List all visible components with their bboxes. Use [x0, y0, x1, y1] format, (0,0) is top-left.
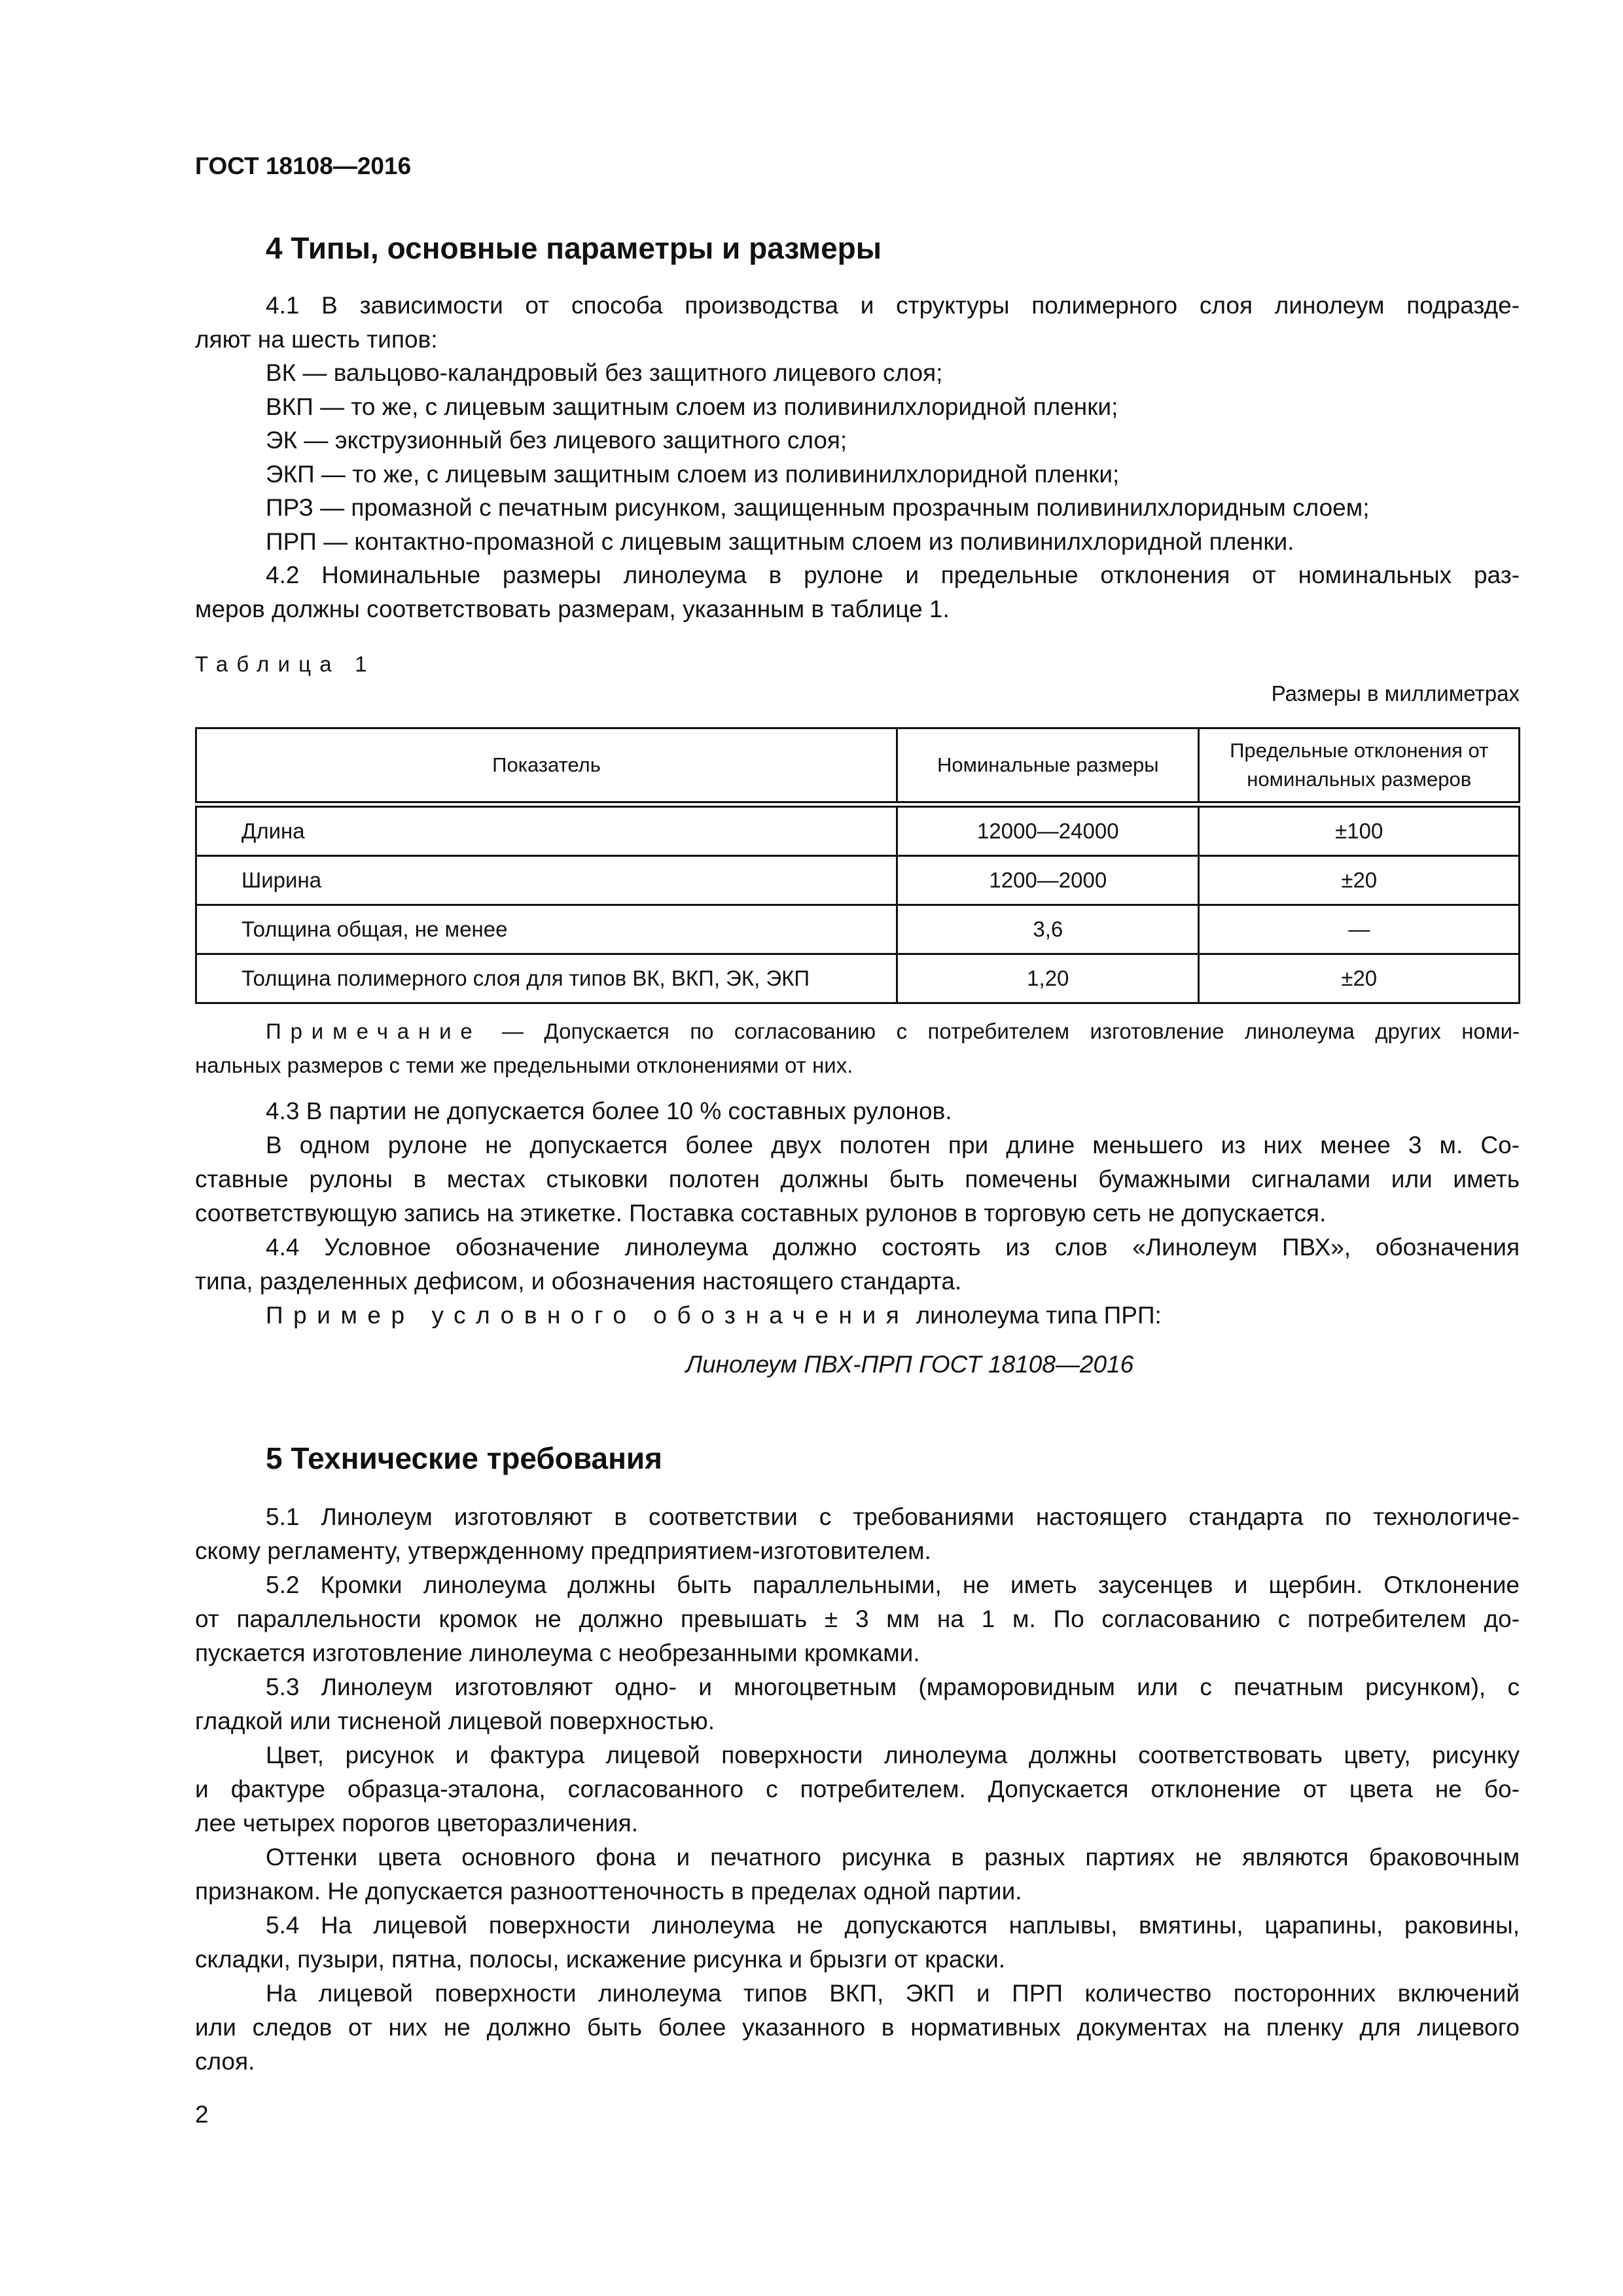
paragraph — [195, 390, 1520, 424]
table-units: Размеры в миллиметрах — [1271, 681, 1520, 706]
text-line: ЭКП — то же, с лицевым защитным слоем из поливинилхлоридной пленки; — [266, 460, 1120, 488]
table-row — [196, 954, 1520, 1003]
text-line: 4.4 Условное обозначение линолеума должно состоять из слов «Линолеум ПВХ», обозначения — [266, 1234, 1520, 1261]
text-line: 4.1 В зависимости от способа производства и структуры полимерного слоя линолеум подразде- — [266, 292, 1520, 319]
text-line: В одном рулоне не допускается более двух полотен при длине меньшего из них менее 3 м. Со- — [266, 1132, 1520, 1158]
column-header: Предельные отклонения от номинальных размеров — [1199, 728, 1520, 805]
text-line: слоя. — [195, 2048, 255, 2075]
column-header: Показатель — [196, 728, 897, 805]
text-line: ПРП — контактно-промазной с лицевым защитным слоем из поливинилхлоридной пленки. — [266, 528, 1294, 555]
text-line: ляют на шесть типов: — [195, 325, 438, 353]
paragraph — [195, 1670, 1520, 1738]
table-cell: Толщина общая, не менее — [196, 905, 897, 954]
text-line: от параллельности кромок не должно превышать ± 3 мм на 1 м. По согласованию с потребителем до- — [195, 1605, 1520, 1632]
text-line: 5.4 На лицевой поверхности линолеума не допускаются наплывы, вмятины, царапины, раковины, — [266, 1912, 1520, 1939]
table-row — [196, 856, 1520, 905]
document-code: ГОСТ 18108—2016 — [195, 152, 412, 179]
paragraph — [195, 491, 1520, 525]
text-line: ВКП — то же, с лицевым защитным слоем из поливинилхлоридной пленки; — [266, 393, 1118, 420]
text-line: меров должны соответствовать размерам, указанным в таблице 1. — [195, 595, 950, 622]
table-cell: — — [1199, 905, 1520, 954]
column-header: Номинальные размеры — [897, 728, 1199, 805]
text-line: скому регламенту, утвержденному предприятием-изготовителем. — [195, 1537, 931, 1564]
paragraph — [195, 1230, 1520, 1299]
section-4-body — [195, 289, 1520, 626]
example-label: Пример условного обозначения — [266, 1302, 910, 1329]
text-line: соответствующую запись на этикетке. Поставка составных рулонов в торговую сеть не допускается. — [195, 1200, 1327, 1227]
text-line: 4.2 Номинальные размеры линолеума в рулоне и предельные отклонения от номинальных раз- — [266, 562, 1520, 588]
table-cell: ±100 — [1199, 804, 1520, 856]
text-line: 5.1 Линолеум изготовляют в соответствии с требованиями настоящего стандарта по технологиче- — [266, 1503, 1520, 1530]
text-line: лее четырех порогов цветоразличения. — [195, 1810, 638, 1837]
page-number: 2 — [195, 2101, 209, 2128]
table-cell: Ширина — [196, 856, 897, 905]
example-designation: Линолеум ПВХ-ПРП ГОСТ 18108—2016 — [685, 1351, 1134, 1378]
text-line: 5.2 Кромки линолеума должны быть параллельными, не иметь заусенцев и щербин. Отклонение — [266, 1571, 1520, 1598]
table-note — [195, 1014, 1520, 1083]
note-label: Примечание — [266, 1019, 482, 1043]
paragraph — [195, 558, 1520, 626]
paragraph — [195, 1568, 1520, 1670]
table-cell: 3,6 — [897, 905, 1199, 954]
text-line: или следов от них не должно быть более указанного в нормативных документах на пленку для лицевого — [195, 2014, 1520, 2041]
dimensions-table — [195, 727, 1520, 1004]
paragraph — [195, 1840, 1520, 1909]
example-line: Пример условного обозначения линолеума типа ПРП: — [266, 1302, 1162, 1329]
paragraph — [195, 1128, 1520, 1230]
paragraph — [195, 1738, 1520, 1840]
paragraph — [195, 423, 1520, 457]
text-line: типа, разделенных дефисом, и обозначения настоящего стандарта. — [195, 1268, 962, 1295]
table-cell: ±20 — [1199, 954, 1520, 1003]
text-line: На лицевой поверхности линолеума типов ВКП, ЭКП и ПРП количество посторонних включений — [266, 1980, 1520, 2007]
paragraph — [195, 1909, 1520, 1977]
text-line: Оттенки цвета основного фона и печатного рисунка в разных партиях не являются браковочным — [266, 1844, 1520, 1871]
text-line: складки, пузыри, пятна, полосы, искажение рисунка и брызги от краски. — [195, 1946, 1006, 1973]
section-5-body — [195, 1500, 1520, 2079]
paragraph — [195, 525, 1520, 559]
paragraph — [195, 457, 1520, 492]
text-line: пускается изготовление линолеума с необрезанными кромками. — [195, 1640, 920, 1666]
table-cell: 1,20 — [897, 954, 1199, 1003]
table-cell: ±20 — [1199, 856, 1520, 905]
section-5-heading: 5 Технические требования — [266, 1441, 662, 1475]
table-row — [196, 905, 1520, 954]
table-cell: 12000—24000 — [897, 804, 1199, 856]
section-4-body-continued — [195, 1094, 1520, 1333]
text-line: и фактуре образца-эталона, согласованного с потребителем. Допускается отклонение от цвета не бо- — [195, 1776, 1520, 1803]
paragraph — [195, 356, 1520, 390]
text-line: ЭК — экструзионный без лицевого защитного слоя; — [266, 427, 847, 454]
paragraph — [195, 1500, 1520, 1568]
table-cell: Толщина полимерного слоя для типов ВК, ВКП, ЭК, ЭКП — [196, 954, 897, 1003]
paragraph — [195, 289, 1520, 356]
paragraph — [195, 1977, 1520, 2079]
text-line: ставные рулоны в местах стыковки полотен должны быть помечены бумажными сигналами или иметь — [195, 1166, 1520, 1193]
text-line: 4.3 В партии не допускается более 10 % составных рулонов. — [266, 1098, 952, 1124]
note-line: нальных размеров с теми же предельными отклонениями от них. — [195, 1053, 853, 1077]
note-line: Примечание — Допускается по согласованию с потребителем изготовление линолеума других номи- — [266, 1019, 1520, 1043]
table-header-row — [196, 728, 1520, 805]
paragraph — [195, 1094, 1520, 1128]
table-label: Таблица 1 — [195, 652, 376, 676]
text-line: ПРЗ — промазной с печатным рисунком, защищенным прозрачным поливинилхлоридным слоем; — [266, 494, 1370, 521]
text-line: 5.3 Линолеум изготовляют одно- и многоцветным (мраморовидным или с печатным рисунком), с — [266, 1674, 1520, 1700]
table-row — [196, 804, 1520, 856]
table-cell: 1200—2000 — [897, 856, 1199, 905]
text-line: ВК — вальцово-каландровый без защитного лицевого слоя; — [266, 359, 943, 386]
text-line: признаком. Не допускается разнооттеночность в пределах одной партии. — [195, 1878, 1022, 1905]
text-line: гладкой или тисненой лицевой поверхностью. — [195, 1708, 715, 1734]
section-4-heading: 4 Типы, основные параметры и размеры — [266, 231, 882, 265]
table-cell: Длина — [196, 804, 897, 856]
text-line: Цвет, рисунок и фактура лицевой поверхности линолеума должны соответствовать цвету, рисунку — [266, 1742, 1520, 1768]
